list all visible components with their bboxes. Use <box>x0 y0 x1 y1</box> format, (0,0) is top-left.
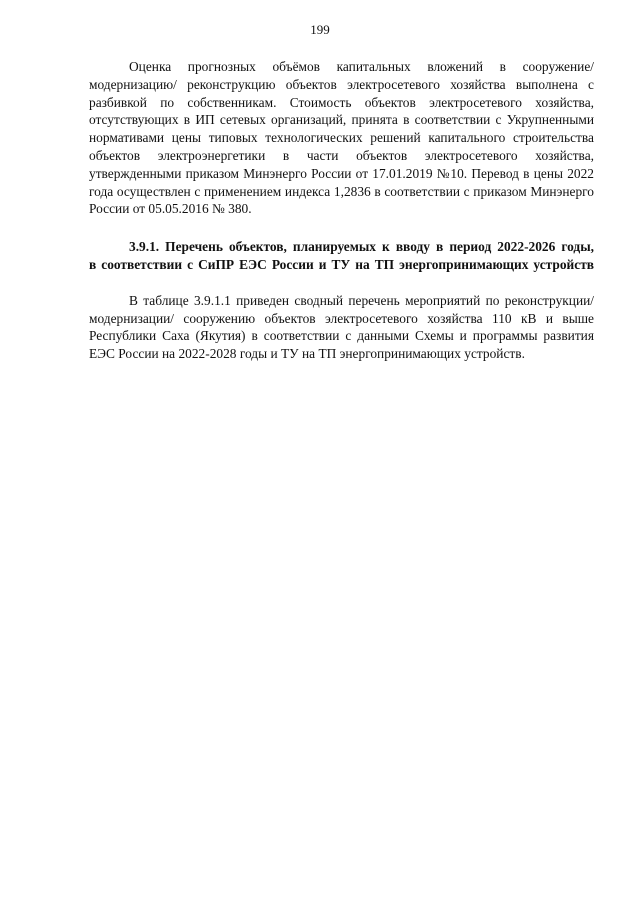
section-heading-line-2: в соответствии с СиПР ЕЭС России и ТУ на ТП энергопринимающих устройств <box>89 256 594 272</box>
section-heading-line-1: 3.9.1. Перечень объектов, планируемых к вводу в период 2022-2026 годы, <box>129 239 594 255</box>
page-content <box>89 58 594 363</box>
section-heading-3-9-1 <box>89 238 594 274</box>
paragraph-table-reference: В таблице 3.9.1.1 приведен сводный перечень мероприятий по реконструкции/ модернизации/ сооружению объектов электросетевого хозяйства 110 кВ и выше Республики Саха (Якутия) в соответствии с данными Схемы и программы развития ЕЭС России на 2022-2028 годы и ТУ на ТП энергопринимающих устройств. <box>89 292 594 362</box>
paragraph-capital-investments: Оценка прогнозных объёмов капитальных вложений в сооружение/ модернизацию/ реконструкцию объектов электросетевого хозяйства выполнена с разбивкой по собственникам. Стоимость объектов электросетевого хозяйства, отсутствующих в ИП сетевых организаций, принята в соответствии с Укрупненными нормативами цены типовых технологических решений капитального строительства объектов электроэнергетики в части объектов электросетевого хозяйства, утвержденными приказом Минэнерго России от 17.01.2019 №10. Перевод в цены 2022 года осуществлен с применением индекса 1,2836 в соответствии с приказом Минэнерго России от 05.05.2016 № 380. <box>89 59 594 217</box>
page-number: 199 <box>310 22 330 37</box>
